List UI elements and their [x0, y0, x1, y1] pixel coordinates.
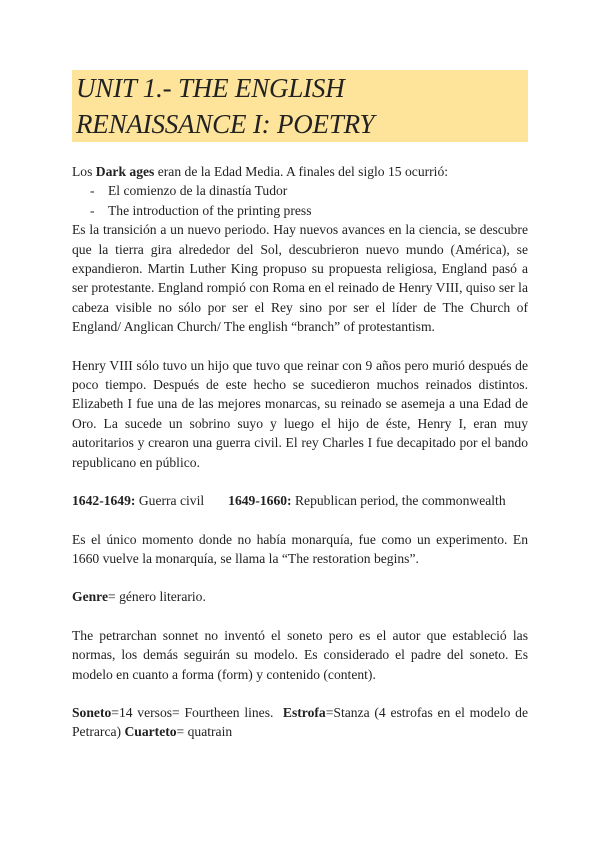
date-range-1: 1642-1649:	[72, 493, 136, 509]
spacer	[72, 337, 528, 356]
estrofa-term: Estrofa	[282, 704, 326, 720]
title-line-1	[72, 70, 528, 106]
cuarteto-definition: = quatrain	[176, 724, 233, 740]
soneto-paragraph	[72, 703, 528, 742]
genre-line	[72, 587, 528, 606]
soneto-term: Soneto	[72, 704, 112, 720]
cuarteto-term: Cuarteto	[124, 724, 177, 740]
paragraph-monarchy: Es el único momento donde no había monarquía, fue como un experimento. En 1660 vuelve la monarquía, se llama la “The restoration begins”.	[72, 531, 528, 566]
intro-bold-term: Dark ages	[95, 164, 155, 179]
date-range-1-text: Guerra civil	[135, 493, 205, 509]
estrofa-definition: =Stanza (4 estrofas en el modelo de Petrarca)	[72, 704, 528, 740]
paragraph-transition: Es la transición a un nuevo periodo. Hay nuevos avances en la ciencia, se descubre que la tierra gira alrededor del Sol, descubrieron nuevo mundo (América), se expandieron. Martin Luther King propuso su propuesta religiosa, England pasó a ser protestante. England rompió con Roma en el reinado de Henry VIII, quiso ser la cabeza visible no sólo por ser el Rey sino por ser el líder de The Church of England/ Anglican Church/ The english “branch” of protestantism.	[72, 222, 528, 335]
spacer	[72, 568, 528, 587]
intro-paragraph	[72, 162, 528, 181]
document-page	[72, 70, 528, 742]
title-line-2	[72, 106, 528, 142]
date-range-2-text: Republican period, the commonwealth	[291, 493, 506, 509]
page-title	[72, 70, 528, 142]
paragraph-henry: Henry VIII sólo tuvo un hijo que tuvo que reinar con 9 años pero murió después de poco tiempo. Después de este hecho se sucedieron muchos reinados distintos. Elizabeth I fue una de las mejores monarcas, su reinado se asemeja a una Edad de Oro. La sucede un sobrino suyo y luego el hijo de éste, Henry I, eran muy autoritarios y crearon una guerra civil. El rey Charles I fue decapitado por el bando republicano en público.	[72, 357, 528, 470]
spacer	[72, 511, 528, 530]
genre-definition: = género literario.	[108, 589, 206, 605]
bullet-list	[72, 181, 528, 220]
title-line-2-text: RENAISSANCE I: POETRY	[74, 109, 378, 139]
list-item: - The introduction of the printing press	[88, 201, 528, 220]
dates-line	[72, 491, 528, 510]
title-line-1-text: UNIT 1.- THE ENGLISH	[74, 73, 349, 103]
intro-suffix: eran de la Edad Media. A finales del siglo 15 ocurrió:	[154, 164, 449, 179]
genre-term: Genre	[72, 589, 108, 605]
date-range-2: 1649-1660:	[228, 493, 292, 509]
spacer	[72, 607, 528, 626]
spacer	[72, 684, 528, 703]
paragraph-petrarchan: The petrarchan sonnet no inventó el soneto pero es el autor que estableció las normas, los demás seguirán su modelo. Es considerado el padre del soneto. Es modelo en cuanto a forma (form) y contenido (content).	[72, 627, 528, 682]
intro-prefix: Los	[72, 164, 96, 179]
soneto-definition: =14 versos= Fourtheen lines.	[111, 704, 274, 720]
spacer	[72, 472, 528, 491]
list-item: - El comienzo de la dinastía Tudor	[88, 181, 528, 200]
